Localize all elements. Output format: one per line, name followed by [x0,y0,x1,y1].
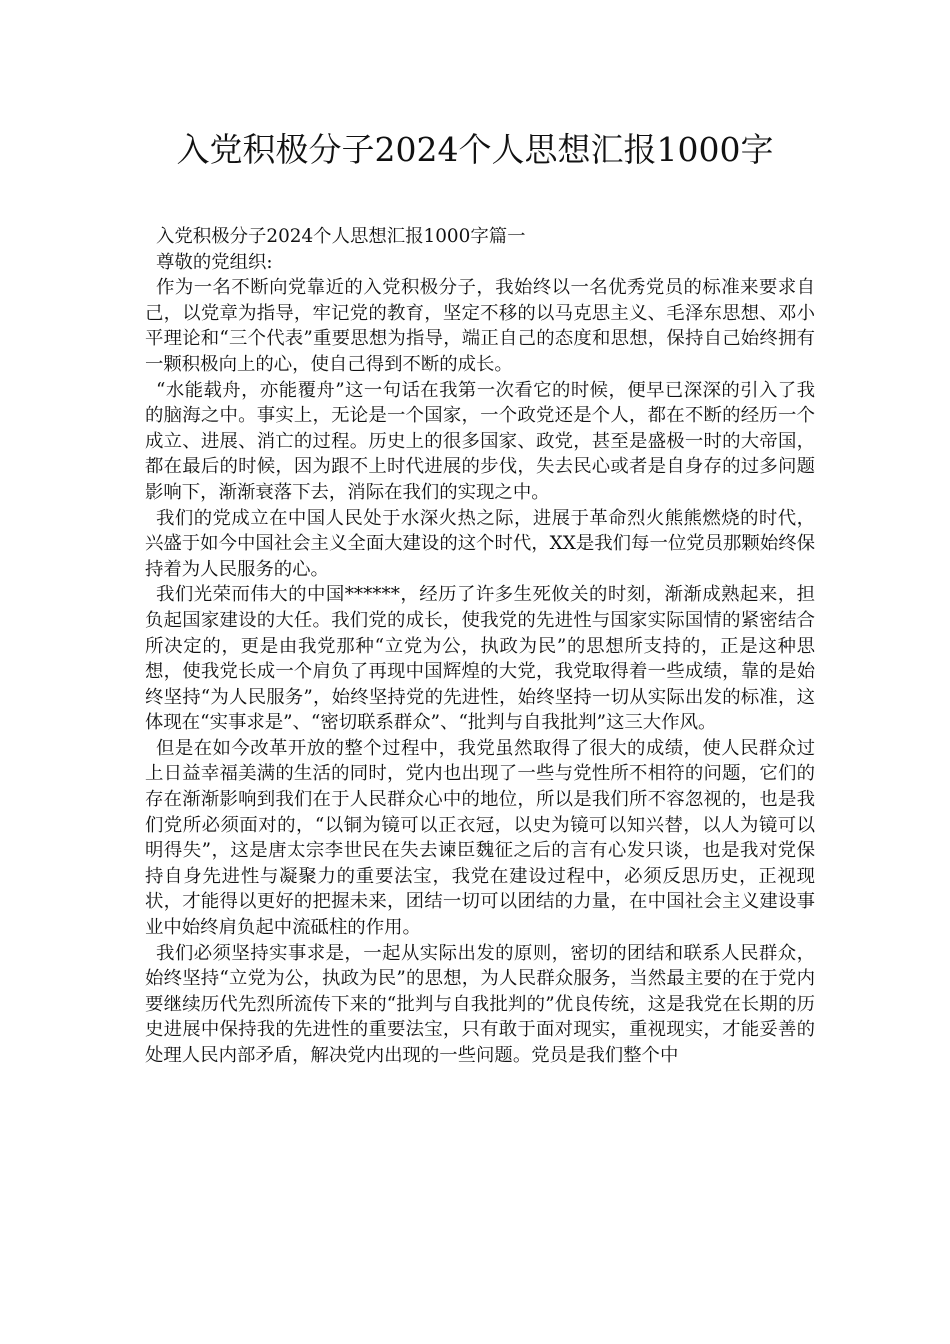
document-body [145,224,815,1069]
document-subtitle: 入党积极分子2024个人思想汇报1000字篇一 [156,226,526,247]
paragraph: 我们必须坚持实事求是，一起从实际出发的原则，密切的团结和联系人民群众，始终坚持“立党为公，执政为民”的思想，为人民群众服务，当然最主要的在于党内要继续历代先烈所流传下来的“批判与自我批判的”优良传统，这是我党在长期的历史进展中保持我的先进性的重要法宝，只有敢于面对现实，重视现实，才能妥善的处理人民内部矛盾，解决党内出现的一些问题。党员是我们整个中 [145,942,815,1066]
salutation: 尊敬的党组织: [156,251,273,273]
paragraph: 作为一名不断向党靠近的入党积极分子，我始终以一名优秀党员的标准来要求自己，以党章为指导，牢记党的教育，坚定不移的以马克思主义、毛泽东思想、邓小平理论和“三个代表”重要思想为指导，端正自己的态度和思想，保持自己始终拥有一颗积极向上的心，使自己得到不断的成长。 [145,277,815,375]
paragraph: 但是在如今改革开放的整个过程中，我党虽然取得了很大的成绩，使人民群众过上日益幸福美满的生活的同时，党内也出现了一些与党性所不相符的问题，它们的存在渐渐影响到我们在于人民群众心中的地位，所以是我们所不容忽视的，也是我们党所必须面对的，“以铜为镜可以正衣冠，以史为镜可以知兴替，以人为镜可以明得失”，这是唐太宗李世民在失去谏臣魏征之后的言有心发只谈，也是我对党保持自身先进性与凝聚力的重要法宝，我党在建设过程中，必须反思历史，正视现状，才能得以更好的把握未来，团结一切可以团结的力量，在中国社会主义建设事业中始终肩负起中流砥柱的作用。 [145,737,815,939]
document-title: 入党积极分子2024个人思想汇报1000字 [176,130,774,169]
paragraph: 我们光荣而伟大的中国******，经历了许多生死攸关的时刻，渐渐成熟起来，担负起国家建设的大任。我们党的成长，使我党的先进性与国家实际国情的紧密结合所决定的，更是由我党那种“立党为公，执政为民”的思想所支持的，正是这种思想，使我党长成一个肩负了再现中国辉煌的大党，我党取得着一些成绩，靠的是始终坚持“为人民服务”，始终坚持党的先进性，始终坚持一切从实际出发的标准，这体现在“实事求是”、“密切联系群众”、“批判与自我批判”这三大作风。 [145,584,815,734]
paragraph: “水能载舟，亦能覆舟”这一句话在我第一次看它的时候，便早已深深的引入了我的脑海之中。事实上，无论是一个国家，一个政党还是个人，都在不断的经历一个成立、进展、消亡的过程。历史上的很多国家、政党，甚至是盛极一时的大帝国，都在最后的时候，因为跟不上时代进展的步伐，失去民心或者是自身存的过多问题影响下，渐渐衰落下去，消际在我们的实现之中。 [145,379,815,503]
paragraph: 我们的党成立在中国人民处于水深火热之际，进展于革命烈火熊熊燃烧的时代，兴盛于如今中国社会主义全面大建设的这个时代，XX是我们每一位党员那颗始终保持着为人民服务的心。 [145,507,815,580]
